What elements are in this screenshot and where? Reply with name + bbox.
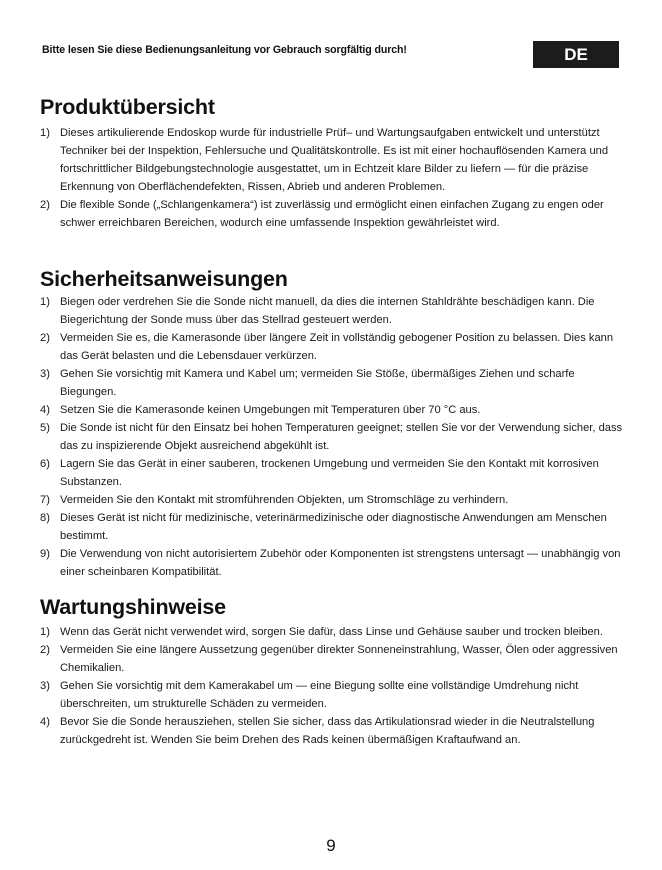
item-number: 8)	[40, 512, 50, 524]
item-text: Die flexible Sonde („Schlangenkamera“) ist zuverlässig und ermöglicht einen einfachen Zugang zu engen oder schwer erreichbaren Bereichen, wodurch eine umfassende Inspektion gewährleistet wird.	[60, 199, 604, 229]
item-number: 1)	[40, 296, 50, 308]
language-badge: DE	[533, 41, 619, 68]
item-number: 2)	[40, 332, 50, 344]
section-title-maintenance-notes: Wartungshinweise	[40, 595, 226, 619]
item-text: Die Verwendung von nicht autorisiertem Zubehör oder Komponenten ist strengstens untersagt — unabhängig von einer scheinbaren Kompatibilität.	[60, 548, 621, 578]
item-text: Die Sonde ist nicht für den Einsatz bei hohen Temperaturen geeignet; stellen Sie vor der Verwendung sicher, dass das zu inspizierende Objekt ausreichend abgekühlt ist.	[60, 422, 623, 452]
list-item	[40, 419, 630, 455]
item-number: 9)	[40, 548, 50, 560]
read-instructions-notice: Bitte lesen Sie diese Bedienungsanleitung vor Gebrauch sorgfältig durch!	[42, 44, 407, 56]
list-item	[40, 491, 630, 509]
item-number: 1)	[40, 127, 50, 139]
list-item	[40, 124, 630, 196]
item-number: 7)	[40, 494, 50, 506]
list-item	[40, 329, 630, 365]
item-text: Vermeiden Sie es, die Kamerasonde über längere Zeit in vollständig gebogener Position zu belassen. Dies kann das Gerät belasten und die Lebensdauer verkürzen.	[60, 332, 614, 362]
item-number: 2)	[40, 199, 50, 211]
item-number: 5)	[40, 422, 50, 434]
item-text: Gehen Sie vorsichtig mit dem Kamerakabel um — eine Biegung sollte eine vollständige Umdrehung nicht überschreiten, um strukturelle Schäden zu vermeiden.	[60, 680, 579, 710]
list-item	[40, 509, 630, 545]
item-text: Bevor Sie die Sonde herausziehen, stellen Sie sicher, dass das Artikulationsrad wieder in die Neutralstellung zurückgedreht ist. Wenden Sie beim Drehen des Rads keinen übermäßigen Kraftaufwand an.	[60, 716, 595, 746]
item-number: 6)	[40, 458, 50, 470]
item-text: Dieses Gerät ist nicht für medizinische, veterinärmedizinische oder diagnostische Anwendungen am Menschen bestimmt.	[60, 512, 607, 542]
list-item	[40, 455, 630, 491]
item-text: Dieses artikulierende Endoskop wurde für industrielle Prüf– und Wartungsaufgaben entwickelt und unterstützt Techniker bei der Inspektion, Fehlersuche und Qualitätskontrolle. Es ist mit einer hochauflösenden Kamera und fortschrittlicher Bildgebungstechnologie ausgestattet, um in Echtzeit klare Bilder zu liefern — für die präzise Erkennung von Oberflächendefekten, Rissen, Abrieb und anderen Problemen.	[60, 127, 609, 193]
item-number: 3)	[40, 680, 50, 692]
item-number: 4)	[40, 404, 50, 416]
item-text: Lagern Sie das Gerät in einer sauberen, trockenen Umgebung und vermeiden Sie den Kontakt mit korrosiven Substanzen.	[60, 458, 599, 488]
item-number: 3)	[40, 368, 50, 380]
item-text: Setzen Sie die Kamerasonde keinen Umgebungen mit Temperaturen über 70 °C aus.	[60, 404, 481, 416]
list-item	[40, 196, 630, 232]
list-item	[40, 641, 630, 677]
list-item	[40, 365, 630, 401]
maintenance-notes-list	[40, 623, 630, 749]
item-text: Wenn das Gerät nicht verwendet wird, sorgen Sie dafür, dass Linse und Gehäuse sauber und trocken bleiben.	[60, 626, 603, 638]
product-overview-list	[40, 124, 630, 232]
list-item	[40, 545, 630, 581]
section-title-safety-instructions: Sicherheitsanweisungen	[40, 267, 288, 291]
page-number: 9	[326, 836, 336, 855]
item-text: Gehen Sie vorsichtig mit Kamera und Kabel um; vermeiden Sie Stöße, übermäßiges Ziehen und scharfe Biegungen.	[60, 368, 575, 398]
item-number: 4)	[40, 716, 50, 728]
item-text: Biegen oder verdrehen Sie die Sonde nicht manuell, da dies die internen Stahldrähte beschädigen kann. Die Biegerichtung der Sonde muss über das Stellrad gesteuert werden.	[60, 296, 595, 326]
list-item	[40, 677, 630, 713]
list-item	[40, 401, 630, 419]
list-item	[40, 623, 630, 641]
safety-instructions-list	[40, 293, 630, 581]
item-number: 1)	[40, 626, 50, 638]
item-text: Vermeiden Sie den Kontakt mit stromführenden Objekten, um Stromschläge zu verhindern.	[60, 494, 509, 506]
section-title-product-overview: Produktübersicht	[40, 95, 215, 119]
list-item	[40, 293, 630, 329]
item-number: 2)	[40, 644, 50, 656]
item-text: Vermeiden Sie eine längere Aussetzung gegenüber direkter Sonneneinstrahlung, Wasser, Ölen oder aggressiven Chemikalien.	[60, 644, 618, 674]
list-item	[40, 713, 630, 749]
